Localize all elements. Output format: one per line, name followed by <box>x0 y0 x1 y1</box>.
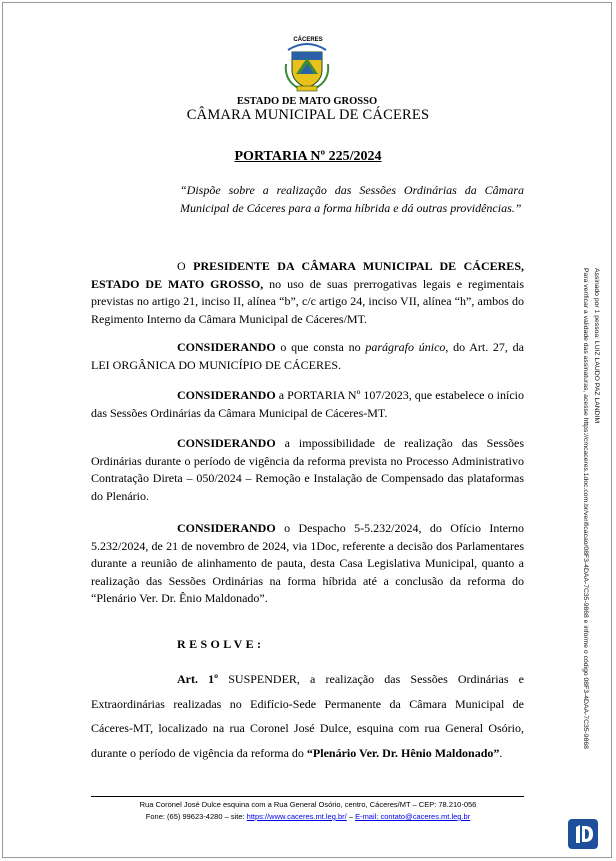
coat-of-arms-seal <box>282 36 332 94</box>
signature-verify: Para verificar a validade das assinaturas, acesse https://cmcaceres.1doc.com.br/verificacao/08F3-4DAA-7C35-9868 e informe o código 08F3-4DAA-7C35-9868 <box>582 268 589 749</box>
1doc-logo-icon <box>568 819 598 849</box>
considerando-2 <box>91 387 524 422</box>
c2-text: a PORTARIA Nº 107/2023, que estabelece o início das Sessões Ordinárias da Câmara Municipal de Cáceres-MT. <box>91 388 524 420</box>
considerando-label: CONSIDERANDO <box>177 388 276 402</box>
c3-text: a impossibilidade de realização das Sessões Ordinárias durante o período de vigência da reforma prevista no Processo Administrativo Contratação Direta – 050/2024 – Remoção e Instalação de Compensado das plataformas do Plenário. <box>91 436 524 503</box>
footer-site-link[interactable]: https://www.caceres.mt.leg.br/ <box>246 812 347 821</box>
considerando-label: CONSIDERANDO <box>177 340 276 354</box>
considerando-1 <box>91 339 524 374</box>
footer-divider <box>91 796 524 797</box>
c1-text-b: , do Art. 27, da LEI ORGÂNICA DO MUNICÍPIO DE CÁCERES. <box>91 340 524 372</box>
ementa: “Dispõe sobre a realização das Sessões Ordinárias da Câmara Municipal de Cáceres para a forma híbrida e dá outras providências.” <box>180 183 524 215</box>
considerando-4 <box>91 520 524 608</box>
document-title: PORTARIA Nº 225/2024 <box>234 149 382 164</box>
footer-address: Rua Coronel José Dulce esquina com a Rua General Osório, centro, Cáceres/MT – CEP: 78.210-056 <box>139 800 477 809</box>
considerando-label: CONSIDERANDO <box>177 521 276 535</box>
article-1 <box>91 667 524 765</box>
footer-email-link[interactable]: E-mail: contato@caceres.mt.leg.br <box>355 812 471 821</box>
article-text: SUSPENDER, a realização das Sessões Ordinárias e Extraordinárias realizadas no Edifício-Sede Permanente da Câmara Municipal de Cáceres-MT, localizado na rua Coronel José Dulce, esquina com rua General Osório, durante o período de vigência da reforma do <box>91 672 525 760</box>
resolve-heading: RESOLVE: <box>177 637 265 651</box>
c4-text: o Despacho 5-5.232/2024, do Ofício Interno 5.232/2024, de 21 de novembro de 2024, via 1Doc, referente a decisão dos Parlamentares durante a reunião de alinhamento de pauta, desta Casa Legislativa Municipal, quanto a realização das Sessões Ordinárias na forma híbrida até a conclusão da reforma do “Plenário Ver. Dr. Ênio Maldonado”. <box>91 521 524 605</box>
considerando-label: CONSIDERANDO <box>177 436 276 450</box>
preamble-pre: O <box>177 259 194 273</box>
state-name: ESTADO DE MATO GROSSO <box>236 96 378 107</box>
c1-text-a: o que consta no <box>275 340 366 354</box>
article-end: . <box>499 745 503 760</box>
chamber-name: CÂMARA MUNICIPAL DE CÁCERES <box>186 107 430 123</box>
preamble-rest: no uso de suas prerrogativas legais e regimentais previstas no artigo 21, inciso II, alínea “b”, c/c artigo 24, inciso VII, alínea “h”, ambos do Regimento Interno da Câmara Municipal de Cáceres/MT. <box>91 276 525 326</box>
footer <box>0 799 616 823</box>
preamble-paragraph <box>91 258 524 328</box>
footer-sep: – <box>346 812 356 821</box>
signature-signed-by: Assinado por 1 pessoa: LUIZ LAUDO PAZ LANDIM <box>593 268 600 424</box>
seal-label: CÁCERES <box>293 37 323 43</box>
signature-stamp <box>572 268 602 828</box>
considerando-3 <box>91 435 524 505</box>
article-label: Art. 1º <box>177 672 219 686</box>
footer-phone: Fone: (65) 99623-4280 – site: <box>145 812 247 821</box>
footer-contact <box>0 811 616 823</box>
article-bold: “Plenário Ver. Dr. Hênio Maldonado” <box>306 745 500 760</box>
c1-italic: parágrafo único <box>365 340 446 354</box>
preamble-bold: PRESIDENTE DA CÂMARA MUNICIPAL DE CÁCERES, ESTADO DE MATO GROSSO, <box>91 259 524 291</box>
